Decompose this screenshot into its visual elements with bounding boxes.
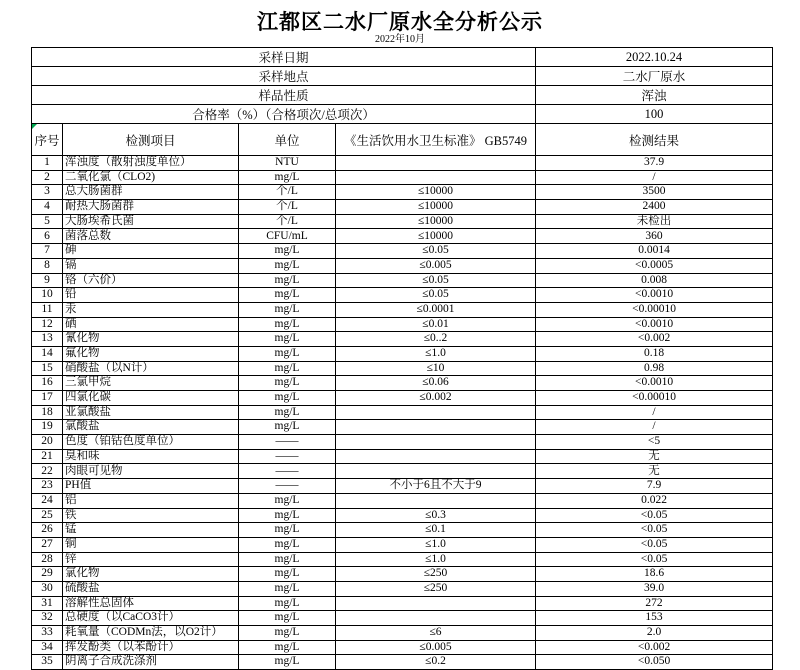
cell-item: 铁 bbox=[63, 508, 239, 523]
cell-standard bbox=[336, 596, 536, 611]
table-row bbox=[32, 523, 773, 538]
cell-item: 色度（铂钴色度单位） bbox=[63, 435, 239, 450]
cell-seq: 15 bbox=[32, 361, 63, 376]
cell-seq: 29 bbox=[32, 567, 63, 582]
cell-unit: mg/L bbox=[239, 258, 336, 273]
cell-result: <0.00010 bbox=[536, 302, 773, 317]
table-row bbox=[32, 552, 773, 567]
cell-item: 二氧化氯（CLO2) bbox=[63, 170, 239, 185]
table-row bbox=[32, 244, 773, 259]
cell-item: 溶解性总固体 bbox=[63, 596, 239, 611]
cell-item: 氰化物 bbox=[63, 332, 239, 347]
cell-seq: 34 bbox=[32, 640, 63, 655]
table-row bbox=[32, 302, 773, 317]
table-row bbox=[32, 361, 773, 376]
cell-item: 镉 bbox=[63, 258, 239, 273]
cell-item: 耗氧量（CODMn法，以O2计） bbox=[63, 626, 239, 641]
cell-item: 氯化物 bbox=[63, 567, 239, 582]
cell-result: 无 bbox=[536, 449, 773, 464]
cell-unit: mg/L bbox=[239, 244, 336, 259]
cell-standard bbox=[336, 156, 536, 171]
cell-result: <0.05 bbox=[536, 537, 773, 552]
cell-item: 硝酸盐（以N计） bbox=[63, 361, 239, 376]
cell-item: 总大肠菌群 bbox=[63, 185, 239, 200]
cell-result: 18.6 bbox=[536, 567, 773, 582]
table-row bbox=[32, 479, 773, 494]
cell-result: 0.18 bbox=[536, 346, 773, 361]
table-row bbox=[32, 567, 773, 582]
cell-standard bbox=[336, 493, 536, 508]
cell-standard bbox=[336, 464, 536, 479]
info-label: 合格率（%）（合格项次/总项次） bbox=[32, 105, 536, 124]
cell-seq: 6 bbox=[32, 229, 63, 244]
table-row bbox=[32, 214, 773, 229]
cell-unit: —— bbox=[239, 464, 336, 479]
cell-standard: ≤10 bbox=[336, 361, 536, 376]
cell-result: <0.00010 bbox=[536, 391, 773, 406]
cell-result: 2400 bbox=[536, 200, 773, 215]
cell-item: 三氯甲烷 bbox=[63, 376, 239, 391]
info-row bbox=[32, 67, 773, 86]
table-row bbox=[32, 332, 773, 347]
cell-standard: ≤0.01 bbox=[336, 317, 536, 332]
cell-unit: mg/L bbox=[239, 493, 336, 508]
cell-unit: mg/L bbox=[239, 391, 336, 406]
cell-unit: 个/L bbox=[239, 214, 336, 229]
cell-unit: —— bbox=[239, 435, 336, 450]
cell-result: <0.002 bbox=[536, 640, 773, 655]
info-value: 二水厂原水 bbox=[536, 67, 773, 86]
cell-item: 大肠埃希氏菌 bbox=[63, 214, 239, 229]
cell-item: 砷 bbox=[63, 244, 239, 259]
cell-seq: 1 bbox=[32, 156, 63, 171]
cell-result: 未检出 bbox=[536, 214, 773, 229]
cell-seq: 5 bbox=[32, 214, 63, 229]
cell-standard: 不小于6且不大于9 bbox=[336, 479, 536, 494]
info-value: 浑浊 bbox=[536, 86, 773, 105]
column-header-row bbox=[32, 124, 773, 156]
cell-standard: ≤0.05 bbox=[336, 273, 536, 288]
cell-item: PH值 bbox=[63, 479, 239, 494]
table-row bbox=[32, 317, 773, 332]
cell-seq: 12 bbox=[32, 317, 63, 332]
cell-unit: mg/L bbox=[239, 273, 336, 288]
cell-result: 2.0 bbox=[536, 626, 773, 641]
cell-standard: ≤0.005 bbox=[336, 640, 536, 655]
cell-standard: ≤0.002 bbox=[336, 391, 536, 406]
table-row bbox=[32, 391, 773, 406]
table-row bbox=[32, 611, 773, 626]
cell-seq: 3 bbox=[32, 185, 63, 200]
cell-seq: 24 bbox=[32, 493, 63, 508]
cell-standard: ≤0.05 bbox=[336, 244, 536, 259]
cell-standard: ≤0.0001 bbox=[336, 302, 536, 317]
cell-unit: mg/L bbox=[239, 508, 336, 523]
cell-item: 菌落总数 bbox=[63, 229, 239, 244]
cell-item: 铝 bbox=[63, 493, 239, 508]
cell-seq: 2 bbox=[32, 170, 63, 185]
cell-standard: ≤10000 bbox=[336, 214, 536, 229]
cell-seq: 4 bbox=[32, 200, 63, 215]
cell-item: 四氯化碳 bbox=[63, 391, 239, 406]
cell-unit: 个/L bbox=[239, 200, 336, 215]
cell-item: 亚氯酸盐 bbox=[63, 405, 239, 420]
cell-unit: CFU/mL bbox=[239, 229, 336, 244]
cell-standard: ≤1.0 bbox=[336, 346, 536, 361]
cell-item: 浑浊度（散射浊度单位） bbox=[63, 156, 239, 171]
table-row bbox=[32, 170, 773, 185]
info-section bbox=[32, 48, 773, 124]
cell-item: 肉眼可见物 bbox=[63, 464, 239, 479]
table-row bbox=[32, 258, 773, 273]
cell-item: 耐热大肠菌群 bbox=[63, 200, 239, 215]
cell-seq: 20 bbox=[32, 435, 63, 450]
cell-seq: 18 bbox=[32, 405, 63, 420]
cell-seq: 25 bbox=[32, 508, 63, 523]
cell-result: <0.05 bbox=[536, 523, 773, 538]
cell-unit: mg/L bbox=[239, 170, 336, 185]
cell-item: 硒 bbox=[63, 317, 239, 332]
cell-standard: ≤0.06 bbox=[336, 376, 536, 391]
cell-item: 锰 bbox=[63, 523, 239, 538]
cell-standard: ≤10000 bbox=[336, 200, 536, 215]
table-row bbox=[32, 376, 773, 391]
page-title: 江都区二水厂原水全分析公示 bbox=[257, 11, 543, 34]
cell-result: <0.0010 bbox=[536, 376, 773, 391]
cell-standard: ≤0.005 bbox=[336, 258, 536, 273]
cell-result: / bbox=[536, 420, 773, 435]
column-header-item: 检测项目 bbox=[63, 124, 239, 156]
cell-item: 氟化物 bbox=[63, 346, 239, 361]
cell-standard bbox=[336, 611, 536, 626]
cell-standard: ≤0..2 bbox=[336, 332, 536, 347]
cell-result: <0.0005 bbox=[536, 258, 773, 273]
cell-item: 铅 bbox=[63, 288, 239, 303]
cell-result: 153 bbox=[536, 611, 773, 626]
data-section bbox=[32, 156, 773, 670]
cell-unit: mg/L bbox=[239, 611, 336, 626]
cell-unit: mg/L bbox=[239, 596, 336, 611]
cell-result: / bbox=[536, 170, 773, 185]
cell-seq: 28 bbox=[32, 552, 63, 567]
cell-item: 锌 bbox=[63, 552, 239, 567]
table-row bbox=[32, 405, 773, 420]
column-header-standard: 《生活饮用水卫生标准》 GB5749 bbox=[336, 124, 536, 156]
cell-standard bbox=[336, 170, 536, 185]
table-row bbox=[32, 655, 773, 670]
cell-seq: 33 bbox=[32, 626, 63, 641]
cell-unit: mg/L bbox=[239, 405, 336, 420]
column-header-section bbox=[32, 124, 773, 156]
cell-seq: 17 bbox=[32, 391, 63, 406]
table-row bbox=[32, 185, 773, 200]
cell-unit: mg/L bbox=[239, 376, 336, 391]
cell-seq: 21 bbox=[32, 449, 63, 464]
cell-result: / bbox=[536, 405, 773, 420]
info-label: 采样地点 bbox=[32, 67, 536, 86]
table-row bbox=[32, 537, 773, 552]
table-row bbox=[32, 640, 773, 655]
cell-unit: mg/L bbox=[239, 581, 336, 596]
cell-standard bbox=[336, 449, 536, 464]
cell-seq: 11 bbox=[32, 302, 63, 317]
cell-unit: mg/L bbox=[239, 288, 336, 303]
cell-item: 臭和味 bbox=[63, 449, 239, 464]
cell-result: <0.050 bbox=[536, 655, 773, 670]
cell-standard: ≤250 bbox=[336, 567, 536, 582]
cell-unit: —— bbox=[239, 479, 336, 494]
green-corner-marker bbox=[32, 124, 37, 129]
cell-standard: ≤250 bbox=[336, 581, 536, 596]
column-header-result: 检测结果 bbox=[536, 124, 773, 156]
cell-seq: 26 bbox=[32, 523, 63, 538]
cell-item: 硫酸盐 bbox=[63, 581, 239, 596]
cell-result: 0.0014 bbox=[536, 244, 773, 259]
cell-result: 3500 bbox=[536, 185, 773, 200]
cell-unit: mg/L bbox=[239, 626, 336, 641]
cell-result: <0.0010 bbox=[536, 317, 773, 332]
table-row bbox=[32, 346, 773, 361]
cell-result: 0.008 bbox=[536, 273, 773, 288]
cell-unit: NTU bbox=[239, 156, 336, 171]
table-row bbox=[32, 273, 773, 288]
cell-seq: 31 bbox=[32, 596, 63, 611]
cell-item: 总硬度（以CaCO3计） bbox=[63, 611, 239, 626]
cell-unit: mg/L bbox=[239, 346, 336, 361]
cell-standard: ≤0.05 bbox=[336, 288, 536, 303]
table-row bbox=[32, 626, 773, 641]
cell-unit: mg/L bbox=[239, 361, 336, 376]
table-row bbox=[32, 420, 773, 435]
cell-seq: 7 bbox=[32, 244, 63, 259]
table-row bbox=[32, 288, 773, 303]
cell-result: 39.0 bbox=[536, 581, 773, 596]
info-row bbox=[32, 86, 773, 105]
cell-seq: 9 bbox=[32, 273, 63, 288]
cell-seq: 13 bbox=[32, 332, 63, 347]
cell-item: 铜 bbox=[63, 537, 239, 552]
cell-standard: ≤6 bbox=[336, 626, 536, 641]
table-row bbox=[32, 464, 773, 479]
cell-result: 272 bbox=[536, 596, 773, 611]
cell-seq: 8 bbox=[32, 258, 63, 273]
cell-unit: 个/L bbox=[239, 185, 336, 200]
table-row bbox=[32, 596, 773, 611]
cell-result: 0.022 bbox=[536, 493, 773, 508]
info-label: 采样日期 bbox=[32, 48, 536, 67]
cell-seq: 32 bbox=[32, 611, 63, 626]
cell-result: 无 bbox=[536, 464, 773, 479]
cell-unit: —— bbox=[239, 449, 336, 464]
cell-result: <0.0010 bbox=[536, 288, 773, 303]
cell-seq: 10 bbox=[32, 288, 63, 303]
table-row bbox=[32, 200, 773, 215]
info-value: 2022.10.24 bbox=[536, 48, 773, 67]
cell-standard: ≤1.0 bbox=[336, 552, 536, 567]
cell-item: 汞 bbox=[63, 302, 239, 317]
table-row bbox=[32, 493, 773, 508]
table-row bbox=[32, 581, 773, 596]
cell-unit: mg/L bbox=[239, 332, 336, 347]
cell-seq: 22 bbox=[32, 464, 63, 479]
cell-result: <0.05 bbox=[536, 552, 773, 567]
cell-item: 铬（六价） bbox=[63, 273, 239, 288]
cell-seq: 16 bbox=[32, 376, 63, 391]
cell-standard: ≤1.0 bbox=[336, 537, 536, 552]
cell-standard bbox=[336, 420, 536, 435]
cell-unit: mg/L bbox=[239, 537, 336, 552]
cell-unit: mg/L bbox=[239, 317, 336, 332]
cell-standard bbox=[336, 435, 536, 450]
cell-unit: mg/L bbox=[239, 640, 336, 655]
cell-standard: ≤10000 bbox=[336, 185, 536, 200]
cell-result: 360 bbox=[536, 229, 773, 244]
cell-standard bbox=[336, 405, 536, 420]
info-label: 样品性质 bbox=[32, 86, 536, 105]
table-row bbox=[32, 156, 773, 171]
info-row bbox=[32, 48, 773, 67]
column-header-seq-label: 序号 bbox=[34, 133, 60, 148]
cell-seq: 19 bbox=[32, 420, 63, 435]
cell-item: 挥发酚类（以苯酚计） bbox=[63, 640, 239, 655]
cell-seq: 27 bbox=[32, 537, 63, 552]
cell-result: <0.002 bbox=[536, 332, 773, 347]
table-row bbox=[32, 229, 773, 244]
cell-result: 37.9 bbox=[536, 156, 773, 171]
column-header-seq bbox=[32, 124, 63, 156]
info-value: 100 bbox=[536, 105, 773, 124]
cell-result: 7.9 bbox=[536, 479, 773, 494]
cell-unit: mg/L bbox=[239, 420, 336, 435]
cell-standard: ≤0.1 bbox=[336, 523, 536, 538]
cell-standard: ≤10000 bbox=[336, 229, 536, 244]
cell-unit: mg/L bbox=[239, 523, 336, 538]
water-analysis-table bbox=[31, 47, 773, 670]
cell-unit: mg/L bbox=[239, 552, 336, 567]
info-row bbox=[32, 105, 773, 124]
table-row bbox=[32, 435, 773, 450]
column-header-unit: 单位 bbox=[239, 124, 336, 156]
cell-result: <5 bbox=[536, 435, 773, 450]
cell-item: 氯酸盐 bbox=[63, 420, 239, 435]
table-row bbox=[32, 449, 773, 464]
table-row bbox=[32, 508, 773, 523]
cell-seq: 14 bbox=[32, 346, 63, 361]
cell-result: <0.05 bbox=[536, 508, 773, 523]
cell-unit: mg/L bbox=[239, 567, 336, 582]
cell-unit: mg/L bbox=[239, 655, 336, 670]
cell-seq: 23 bbox=[32, 479, 63, 494]
cell-standard: ≤0.3 bbox=[336, 508, 536, 523]
cell-standard: ≤0.2 bbox=[336, 655, 536, 670]
page-subtitle: 2022年10月 bbox=[375, 34, 425, 45]
cell-item: 阴离子合成洗涤剂 bbox=[63, 655, 239, 670]
cell-seq: 30 bbox=[32, 581, 63, 596]
cell-seq: 35 bbox=[32, 655, 63, 670]
cell-result: 0.98 bbox=[536, 361, 773, 376]
cell-unit: mg/L bbox=[239, 302, 336, 317]
